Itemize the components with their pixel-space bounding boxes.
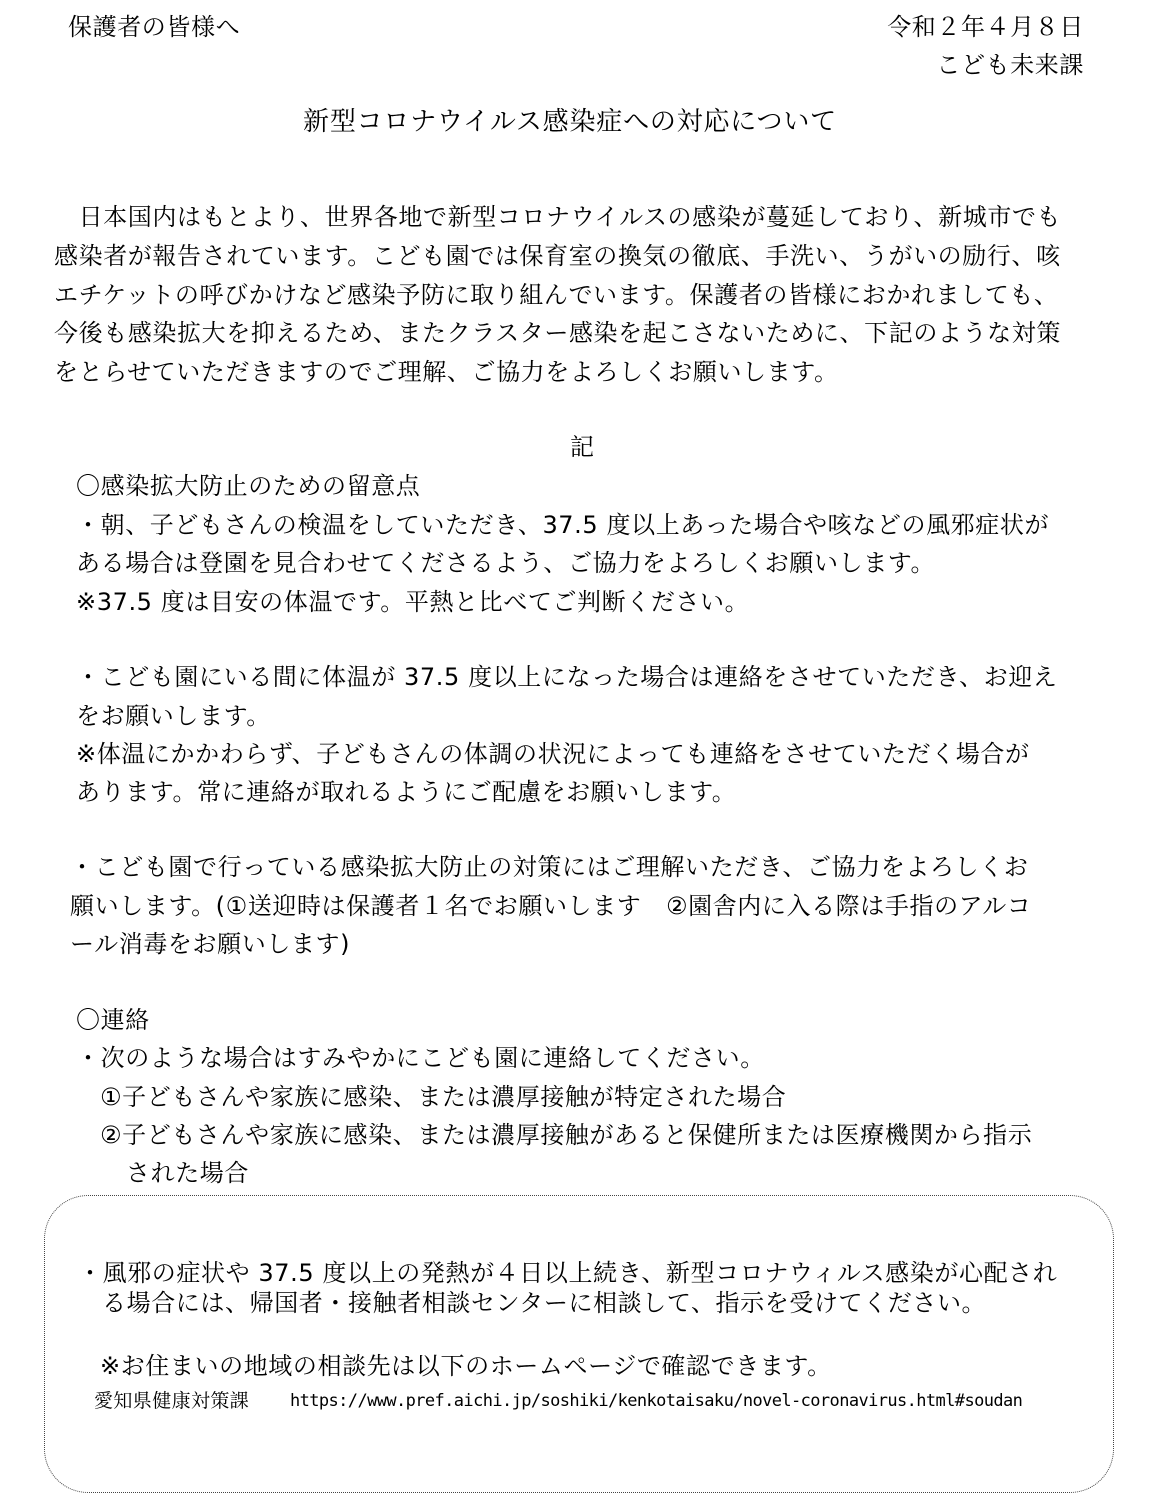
intro-line: エチケットの呼びかけなど感染予防に取り組んでいます。保護者の皆様におかれましても、 [54,281,1059,309]
section1-item3-line: ール消毒をお願いします) [70,930,351,958]
intro-line: をとらせていただきますのでご理解、ご協力をよろしくお願いします。 [54,358,839,386]
section1-item3-line: ・こども園で行っている感染拡大防止の対策にはご理解いただき、ご協力をよろしくお [70,853,1029,881]
intro-line: 日本国内はもとより、世界各地で新型コロナウイルスの感染が蔓延しており、新城市でも [54,203,1062,231]
section1-item2-line: ※体温にかかわらず、子どもさんの体調の状況によっても連絡をさせていただく場合が [76,740,1030,768]
section1-item2-line: をお願いします。 [76,702,271,730]
section1-item3-line: 願いします。(①送迎時は保護者１名でお願いします ②園舎内に入る際は手指のアルコ [70,892,1032,920]
section2-case2-line: ②子どもさんや家族に感染、または濃厚接触があると保健所または医療機関から指示 [100,1121,1033,1149]
section1-item2-line: ・こども園にいる間に体温が 37.5 度以上になった場合は連絡をさせていただき、お迎え [76,663,1058,691]
recipient: 保護者の皆様へ [68,13,241,41]
ki-heading: 記 [570,433,595,461]
intro-line: 感染者が報告されています。こども園では保育室の換気の徹底、手洗い、うがいの励行、咳 [54,242,1061,270]
section1-heading: 〇感染拡大防止のための留意点 [76,472,421,500]
consultation-link[interactable]: https://www.pref.aichi.jp/soshiki/kenkotaisaku/novel-coronavirus.html#soudan [290,1391,1023,1411]
section1-item1-line: ある場合は登園を見合わせてくださるよう、ご協力をよろしくお願いします。 [76,549,936,577]
notice-note: ※お住まいの地域の相談先は以下のホームページで確認できます。 [100,1352,832,1380]
date: 令和２年４月８日 [887,13,1084,41]
link-label: 愛知県健康対策課 [94,1390,250,1412]
notice-box [44,1195,1114,1493]
notice-line: ・風邪の症状や 37.5 度以上の発熱が４日以上続き、新型コロナウィルス感染が心配され [78,1259,1058,1287]
section1-item1-line: ※37.5 度は目安の体温です。平熱と比べてご判断ください。 [76,588,750,616]
intro-line: 今後も感染拡大を抑えるため、またクラスター感染を起こさないために、下記のような対策 [54,319,1061,347]
section2-case2-line: された場合 [126,1159,249,1187]
sender: こども未来課 [936,51,1084,79]
page-title: 新型コロナウイルス感染症への対応について [303,107,837,137]
section1-item2-line: あります。常に連絡が取れるようにご配慮をお願いします。 [76,778,737,806]
section2-heading: 〇連絡 [76,1006,150,1034]
section2-lead: ・次のような場合はすみやかにこども園に連絡してください。 [76,1044,765,1072]
section1-item1-line: ・朝、子どもさんの検温をしていただき、37.5 度以上あった場合や咳などの風邪症状が [76,511,1050,539]
section2-case1: ①子どもさんや家族に感染、または濃厚接触が特定された場合 [100,1083,787,1111]
notice-line: る場合には、帰国者・接触者相談センターに相談して、指示を受けてください。 [102,1289,987,1317]
